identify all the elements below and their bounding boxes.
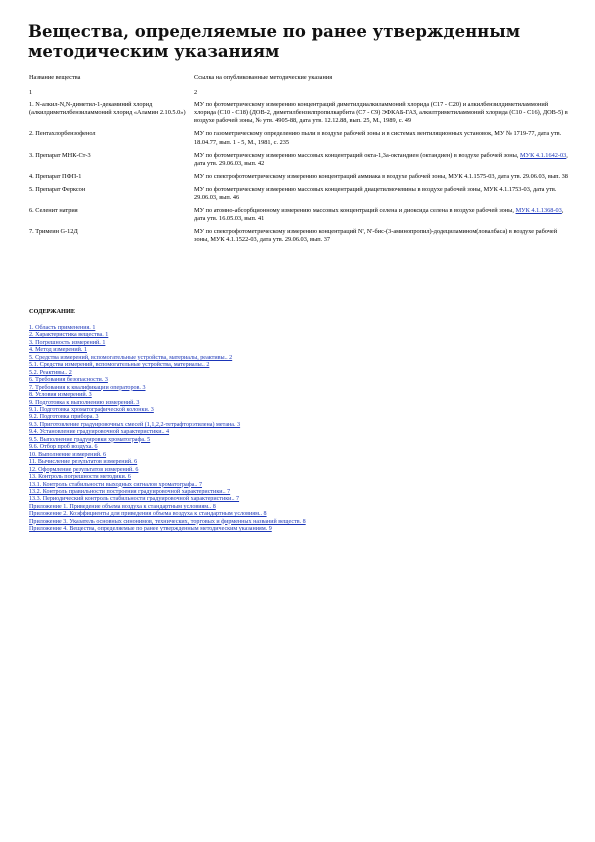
- toc-link[interactable]: 6. Требования безопасности. 3: [29, 377, 108, 384]
- toc-item: [29, 474, 579, 481]
- reference-cell: [194, 101, 569, 130]
- toc-item: [29, 459, 579, 466]
- toc-link[interactable]: 13.3. Периодический контроль стабильности градуировочной характеристики.. 7: [29, 496, 240, 503]
- toc-link[interactable]: 9. Подготовка к выполнению измерений. 3: [29, 399, 140, 406]
- substance-name: 4. Препарат ПФП-1: [29, 172, 82, 180]
- toc-link[interactable]: Приложение 2. Коэффициенты для приведения объема воздуха к стандартным условиям.. 8: [29, 511, 267, 518]
- reference-text: МУ по спектрофотометрическому измерению концентраций аммиака в воздухе рабочей зоны, МУК 4.1.1575-03, дата утв. 29.06.03, вып. 38: [194, 172, 568, 180]
- column-number-1: 1: [29, 89, 33, 97]
- table-row: [29, 207, 569, 228]
- toc-title: СОДЕРЖАНИЕ: [29, 308, 76, 315]
- toc-item: [29, 392, 579, 399]
- toc-link[interactable]: Приложение 4. Вещества, определяемые по ранее утвержденным методическим указаниям. 9: [29, 526, 272, 533]
- toc-link[interactable]: 5. Средства измерений, вспомогательные устройства, материалы, реактивы.. 2: [29, 354, 233, 361]
- toc-item: [29, 347, 579, 354]
- toc-item: [29, 519, 579, 526]
- substance-name: 6. Селенит натрия: [29, 207, 78, 215]
- reference-text: МУ по фотометрическому измерению массовых концентраций окта-1,3а-октандиен (октандиен) в воздухе рабочей зоны,: [194, 151, 521, 159]
- reference-text: МУ по газометрическому определению пыли в воздухе рабочей зоны и в системах вентиляционных установок, МУ № 1719-77, дата утв. 18.04.77, вып. 1 - 5, М., 1981, с. 235: [194, 130, 562, 146]
- toc-link[interactable]: 11. Вычисление результатов измерений. 6: [29, 459, 138, 466]
- toc-link[interactable]: 9.3. Приготовление градуировочных смесей (1,1,2,2-тетрафторэтилена) метана. 3: [29, 421, 241, 428]
- substance-name: 2. Пентахлорбензофенол: [29, 130, 96, 138]
- table-row: [29, 130, 569, 151]
- table-of-contents: [29, 325, 579, 534]
- toc-item: [29, 414, 579, 421]
- substances-table: [29, 74, 569, 250]
- toc-link[interactable]: 10. Выполнение измерений. 6: [29, 451, 107, 458]
- reference-cell: [194, 173, 569, 186]
- reference-cell: [194, 130, 569, 151]
- toc-link[interactable]: 13.2. Контроль правильности построения градуировочной характеристики.. 7: [29, 488, 231, 495]
- toc-link[interactable]: 13.1. Контроль стабильности выходных сигналов хроматографа.. 7: [29, 481, 203, 488]
- toc-item: [29, 467, 579, 474]
- table-row: [29, 152, 569, 173]
- table-row: [29, 101, 569, 130]
- document-link[interactable]: МУК 4.1.1368-03: [515, 207, 562, 215]
- substance-name: 3. Препарат МНК-Ст-3: [29, 151, 91, 159]
- document-link[interactable]: МУК 4.1.1642-03: [520, 151, 567, 159]
- toc-link[interactable]: Приложение 1. Приведение объема воздуха к стандартным условиям.. 8: [29, 503, 216, 510]
- reference-text: МУ по атомно-абсорбционному измерению массовых концентраций селена и диоксида селена в воздухе рабочей зоны,: [194, 207, 516, 215]
- toc-item: [29, 437, 579, 444]
- toc-link[interactable]: 7. Требования к квалификации операторов. 3: [29, 384, 146, 391]
- page-title: Вещества, определяемые по ранее утвержденным методическим указаниям: [28, 22, 521, 61]
- header-reference: Ссылка на опубликованные методические указания: [194, 74, 333, 81]
- toc-item: [29, 429, 579, 436]
- toc-item: [29, 332, 579, 339]
- toc-link[interactable]: 8. Условия измерений. 3: [29, 392, 92, 399]
- toc-item: [29, 370, 579, 377]
- table-row: [29, 173, 569, 186]
- reference-cell: [194, 207, 569, 228]
- toc-link[interactable]: 2. Характеристика вещества. 1: [29, 332, 109, 339]
- substance-name: 1. N-алкил-N,N-диметил-1-декаминий хлорид (алкилдиметилбензиламмоний хлорид «Аламин 2.10.5.0»): [29, 101, 186, 117]
- reference-text: МУ по спектрофотометрическому измерению концентраций N', N'-бис-(3-аминопропил)-додециламином(ловалбаса) в воздухе рабочей зоны, МУК 4.1.1522-03, дата утв. 29.06.03, вып. 37: [194, 228, 558, 244]
- toc-link[interactable]: 5.1. Средства измерений, вспомогательные устройства, материалы.. 2: [29, 362, 210, 369]
- toc-item: [29, 444, 579, 451]
- header-substance-name: Название вещества: [29, 74, 81, 81]
- reference-text: МУ по фотометрическому измерению массовых концентраций диацетилмочевины в воздухе рабочей зоны, МУК 4.1.1753-03, дата утв. 29.06.03, вып. 46: [194, 185, 557, 202]
- substance-name: 7. Тримеин G-12Д: [29, 228, 78, 236]
- toc-link[interactable]: 4. Метод измерений. 1: [29, 347, 87, 354]
- reference-cell: [194, 152, 569, 173]
- toc-item: [29, 407, 579, 414]
- toc-link[interactable]: 3. Погрешность измерений. 1: [29, 339, 106, 346]
- column-number-2: 2: [194, 89, 198, 97]
- table-header-row: [29, 74, 569, 89]
- toc-link[interactable]: 5.2. Реактивы.. 2: [29, 369, 72, 376]
- toc-item: [29, 340, 579, 347]
- toc-item: [29, 511, 579, 518]
- toc-link[interactable]: 13. Контроль погрешности методики. 6: [29, 474, 131, 481]
- toc-item: [29, 362, 579, 369]
- toc-link[interactable]: 9.6. Отбор проб воздуха. 6: [29, 444, 98, 451]
- toc-link[interactable]: 9.4. Установление градуировочной характеристики.. 4: [29, 429, 170, 436]
- table-number-row: [29, 89, 569, 101]
- toc-item: [29, 496, 579, 503]
- toc-item: [29, 526, 579, 533]
- reference-cell: [194, 228, 569, 249]
- table-row: [29, 228, 569, 249]
- toc-item: [29, 385, 579, 392]
- toc-item: [29, 482, 579, 489]
- reference-text-after: , дата утв. 16.05.03, вып. 41: [194, 207, 564, 223]
- toc-item: [29, 377, 579, 384]
- toc-item: [29, 325, 579, 332]
- toc-link[interactable]: 12. Оформление результатов измерений. 6: [29, 466, 139, 473]
- toc-link[interactable]: 9.1. Подготовка хроматографической колонки. 3: [29, 406, 154, 413]
- reference-cell: [194, 186, 569, 207]
- toc-link[interactable]: 9.5. Выполнение градуировки хроматографа. 5: [29, 436, 151, 443]
- toc-link[interactable]: 9.2. Подготовка прибора. 3: [29, 414, 99, 421]
- toc-item: [29, 400, 579, 407]
- toc-link[interactable]: Приложение 3. Указатель основных синонимов, технических, торговых и фирменных названий веществ. 8: [29, 518, 306, 525]
- reference-text: МУ по фотометрическому измерению концентраций диметилдиалкиламмоний хлорида (С17 - С20) и алкилбензилдиметиламмоний хлорида (С10 - С18) (ДОВ-2, диметилбензилпропилкарбита (С7 - С9) ЭФКАБ-ГАЗ, алкилтриметиламмоний хлорида (С10 - С16), ДОВ-5) в воздухе рабочей зоны, № утв. 4905-88, дата утв. 12.12.88, вып. 25, М., 1989, с. 49: [194, 101, 568, 125]
- reference-text-after: , дата утв. 29.06.03, вып. 42: [194, 151, 568, 167]
- table-row: [29, 186, 569, 207]
- substance-name: 5. Препарат Ферксон: [29, 185, 86, 193]
- toc-link[interactable]: 1. Область применения. 1: [29, 325, 96, 331]
